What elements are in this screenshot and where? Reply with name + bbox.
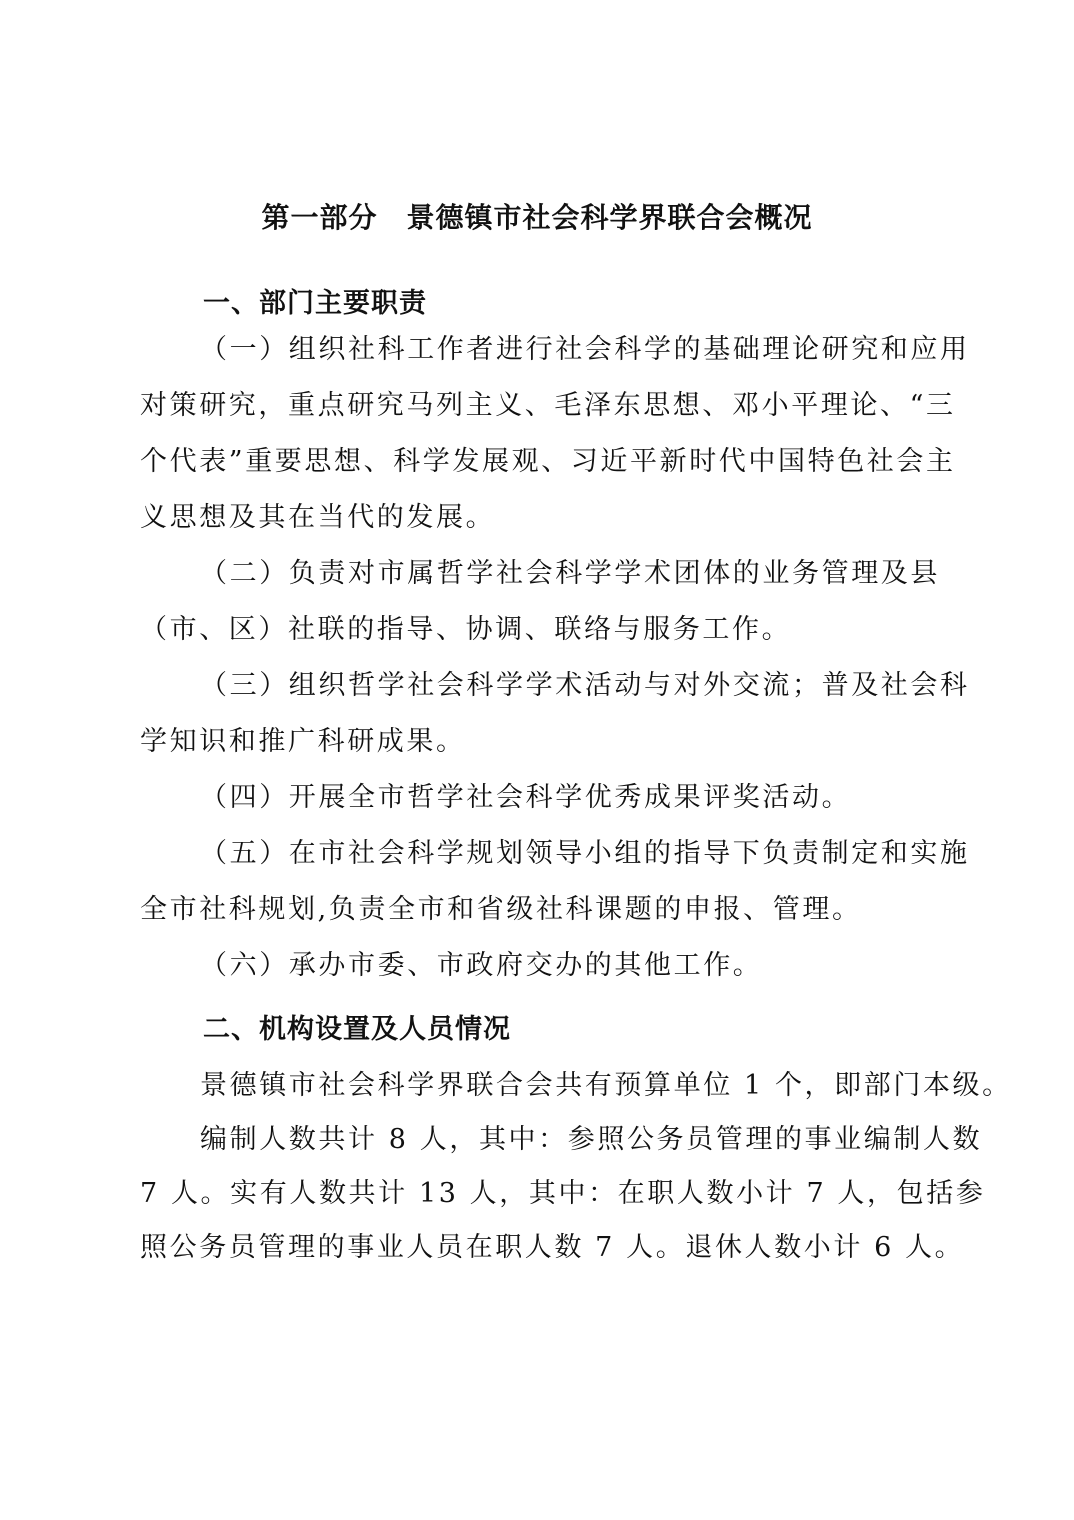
paragraph-line: （五）在市社会科学规划领导小组的指导下负责制定和实施 bbox=[200, 838, 970, 869]
paragraph-line: 照公务员管理的事业人员在职人数 7 人。退休人数小计 6 人。 bbox=[140, 1232, 965, 1263]
paragraph-line: （二）负责对市属哲学社会科学学术团体的业务管理及县 bbox=[200, 558, 940, 589]
section-heading-organization: 二、机构设置及人员情况 bbox=[203, 1014, 511, 1045]
paragraph-line: 学知识和推广科研成果。 bbox=[140, 726, 466, 757]
page-title: 第一部分 景德镇市社会科学界联合会概况 bbox=[261, 201, 813, 234]
paragraph-line: 7 人。实有人数共计 13 人，其中：在职人数小计 7 人，包括参 bbox=[140, 1178, 986, 1209]
paragraph-line: （一）组织社科工作者进行社会科学的基础理论研究和应用 bbox=[200, 334, 970, 365]
paragraph-line: （市、区）社联的指导、协调、联络与服务工作。 bbox=[140, 614, 792, 645]
paragraph-line: （三）组织哲学社会科学学术活动与对外交流；普及社会科 bbox=[200, 670, 970, 701]
paragraph-line: 个代表”重要思想、科学发展观、习近平新时代中国特色社会主 bbox=[140, 446, 956, 477]
paragraph-line: 义思想及其在当代的发展。 bbox=[140, 502, 496, 533]
paragraph-line: 编制人数共计 8 人，其中：参照公务员管理的事业编制人数 bbox=[200, 1124, 983, 1155]
paragraph-line: （六）承办市委、市政府交办的其他工作。 bbox=[200, 950, 763, 981]
paragraph-line: （四）开展全市哲学社会科学优秀成果评奖活动。 bbox=[200, 782, 852, 813]
paragraph-line: 景德镇市社会科学界联合会共有预算单位 1 个，即部门本级。 bbox=[200, 1070, 1012, 1101]
section-heading-duties: 一、部门主要职责 bbox=[203, 288, 427, 319]
paragraph-line: 对策研究，重点研究马列主义、毛泽东思想、邓小平理论、“三 bbox=[140, 390, 956, 421]
paragraph-line: 全市社科规划,负责全市和省级社科课题的申报、管理。 bbox=[140, 894, 862, 925]
